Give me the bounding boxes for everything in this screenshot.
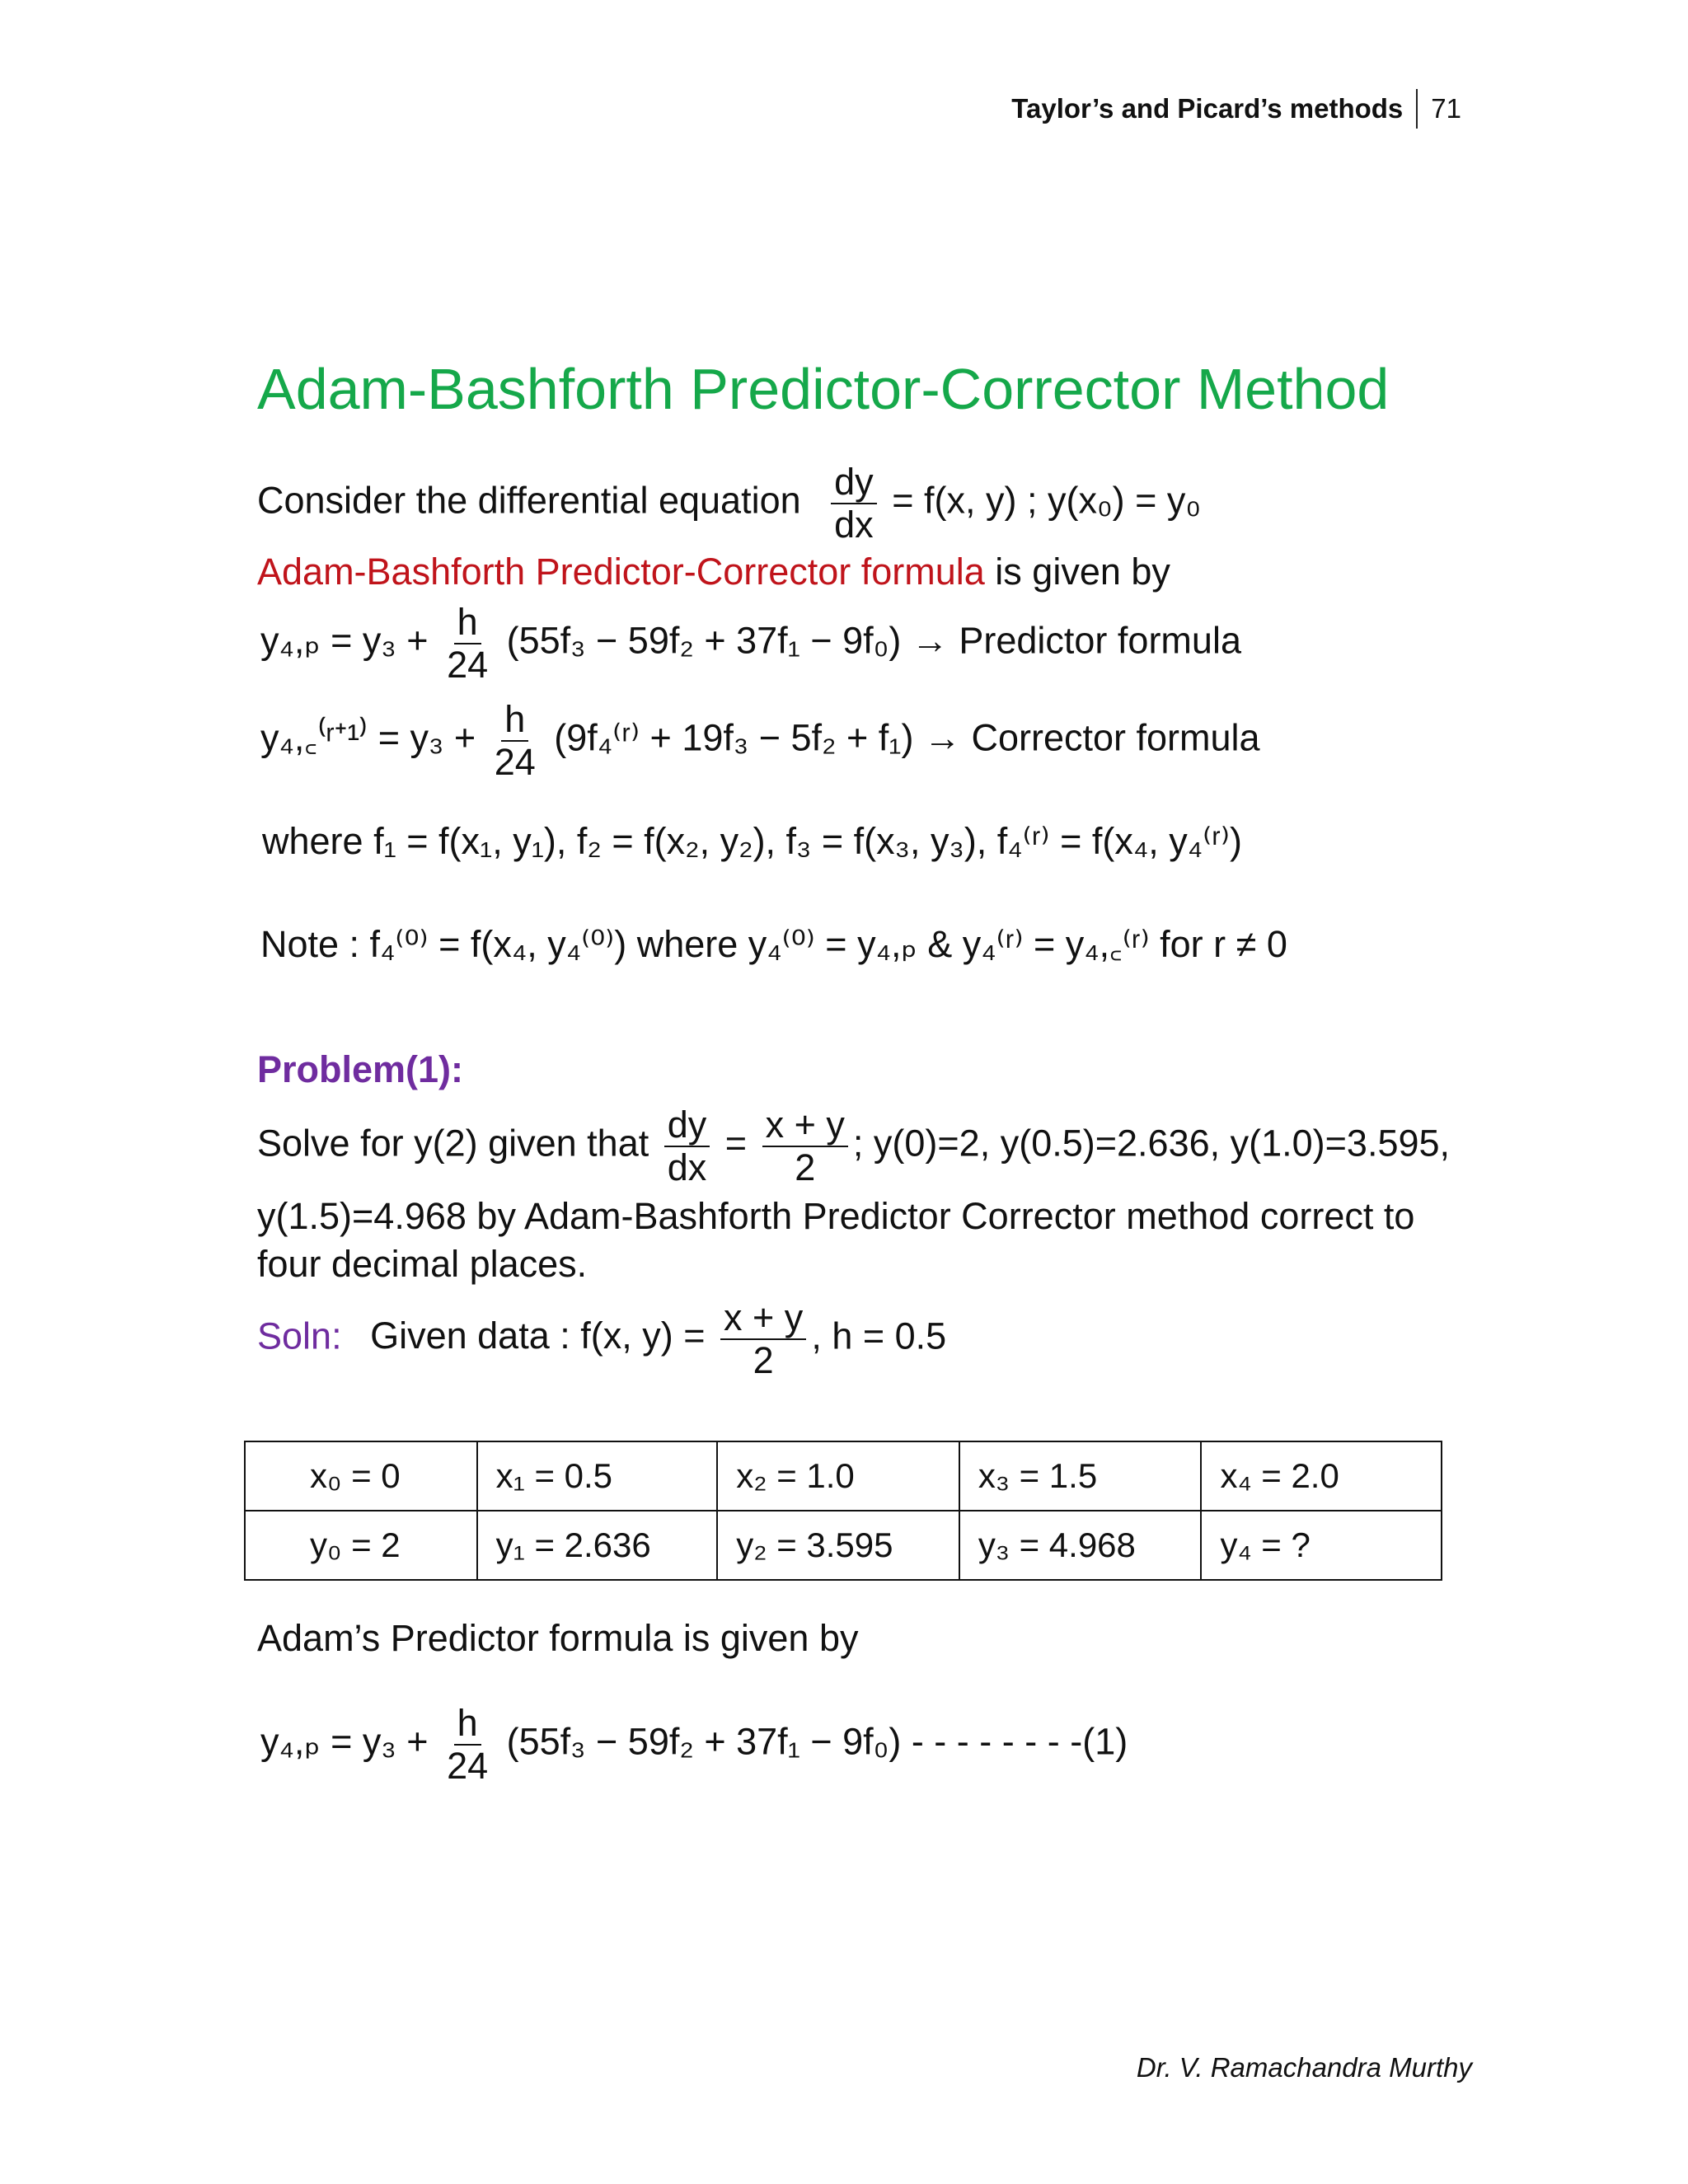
page-number: 71 [1431, 93, 1461, 124]
predictor-intro: Adam’s Predictor formula is given by [257, 1617, 859, 1659]
x-plus-y-over-2-fraction [762, 1104, 848, 1188]
predictor-body: (55f₃ − 59f₂ + 37f₁ − 9f₀) [506, 619, 902, 662]
solution-label: Soln: [257, 1315, 342, 1357]
h-over-24-fraction [443, 602, 491, 685]
formula-intro-rest: is given by [984, 551, 1170, 593]
data-table [244, 1441, 1442, 1581]
predictor-formula-numbered [260, 1703, 1128, 1786]
dy-dx-fraction [664, 1104, 710, 1188]
table-row [245, 1511, 1442, 1580]
equals-sign: = [724, 1122, 748, 1165]
table-cell: y₄ = ? [1201, 1511, 1442, 1580]
table-cell: x₁ = 0.5 [477, 1441, 718, 1511]
fraction-numerator: x + y [720, 1297, 806, 1340]
header-title: Taylor’s and Picard’s methods [1011, 93, 1404, 124]
note-line: Note : f₄⁽⁰⁾ = f(x₄, y₄⁽⁰⁾) where y₄⁽⁰⁾ = y₄,ₚ & y₄⁽ʳ⁾ = y₄,꜀⁽ʳ⁾ for r ≠ 0 [260, 923, 1287, 965]
fraction-denominator: 2 [753, 1338, 774, 1381]
corrector-label: → Corrector formula [923, 716, 1260, 759]
footer-author: Dr. V. Ramachandra Murthy [1136, 2052, 1472, 2083]
corrector-formula [260, 699, 1260, 782]
intro-line [257, 462, 1201, 545]
fraction-numerator: h [454, 1703, 481, 1746]
where-line: where f₁ = f(x₁, y₁), f₂ = f(x₂, y₂), f₃ = f(x₃, y₃), f₄⁽ʳ⁾ = f(x₄, y₄⁽ʳ⁾) [262, 820, 1242, 862]
fraction-numerator: h [501, 699, 528, 742]
predictor-formula [260, 602, 1241, 685]
fraction-denominator: 2 [795, 1146, 816, 1188]
fraction-denominator: 24 [447, 1744, 489, 1787]
page-header [1011, 89, 1461, 129]
given-data-text: Given data : f(x, y) = [370, 1315, 706, 1357]
fraction-numerator: h [454, 602, 481, 644]
predictor-lhs: y₄,ₚ = y₃ + [260, 1720, 429, 1763]
table-cell: y₀ = 2 [245, 1511, 477, 1580]
intro-equation-rhs: = f(x, y) ; y(x₀) = y₀ [892, 479, 1202, 522]
table-cell: y₃ = 4.968 [959, 1511, 1202, 1580]
h-over-24-fraction [491, 699, 539, 782]
table-row [245, 1441, 1442, 1511]
table-cell: x₃ = 1.5 [959, 1441, 1202, 1511]
formula-intro-red: Adam-Bashforth Predictor-Corrector formula [257, 551, 985, 593]
fraction-denominator: 24 [447, 643, 489, 686]
predictor-label: → Predictor formula [911, 619, 1241, 662]
header-divider [1416, 89, 1418, 129]
predictor-body: (55f₃ − 59f₂ + 37f₁ − 9f₀) - - - - - - - -(1) [506, 1720, 1128, 1763]
table-cell: x₄ = 2.0 [1201, 1441, 1442, 1511]
fraction-denominator: 24 [494, 740, 536, 783]
dy-dx-fraction [831, 462, 877, 545]
formula-intro-line [257, 551, 1170, 593]
step-size-text: , h = 0.5 [811, 1315, 947, 1357]
x-plus-y-over-2-fraction [720, 1297, 806, 1380]
problem-heading: Problem(1): [257, 1048, 464, 1090]
table-cell: y₂ = 3.595 [717, 1511, 959, 1580]
problem-text-post: ; y(0)=2, y(0.5)=2.636, y(1.0)=3.595, [852, 1122, 1451, 1165]
problem-line-2: y(1.5)=4.968 by Adam-Bashforth Predictor Corrector method correct to [257, 1195, 1415, 1237]
h-over-24-fraction [443, 1703, 491, 1786]
fraction-numerator: dy [831, 462, 877, 504]
fraction-denominator: dx [667, 1146, 707, 1188]
section-title: Adam-Bashforth Predictor-Corrector Method [257, 357, 1390, 421]
intro-text: Consider the differential equation [257, 479, 801, 522]
problem-line-3: four decimal places. [257, 1243, 588, 1285]
table-cell: x₂ = 1.0 [717, 1441, 959, 1511]
corrector-lhs: y₄,꜀⁽ʳ⁺¹⁾ = y₃ + [260, 716, 476, 759]
predictor-lhs: y₄,ₚ = y₃ + [260, 619, 429, 662]
table-cell: y₁ = 2.636 [477, 1511, 718, 1580]
table-cell: x₀ = 0 [245, 1441, 477, 1511]
solution-line [257, 1297, 946, 1380]
problem-text-pre: Solve for y(2) given that [257, 1122, 649, 1165]
fraction-numerator: dy [664, 1104, 710, 1147]
fraction-numerator: x + y [762, 1104, 848, 1147]
fraction-denominator: dx [834, 503, 874, 546]
corrector-body: (9f₄⁽ʳ⁾ + 19f₃ − 5f₂ + f₁) [554, 716, 914, 759]
problem-line-1 [257, 1104, 1450, 1188]
